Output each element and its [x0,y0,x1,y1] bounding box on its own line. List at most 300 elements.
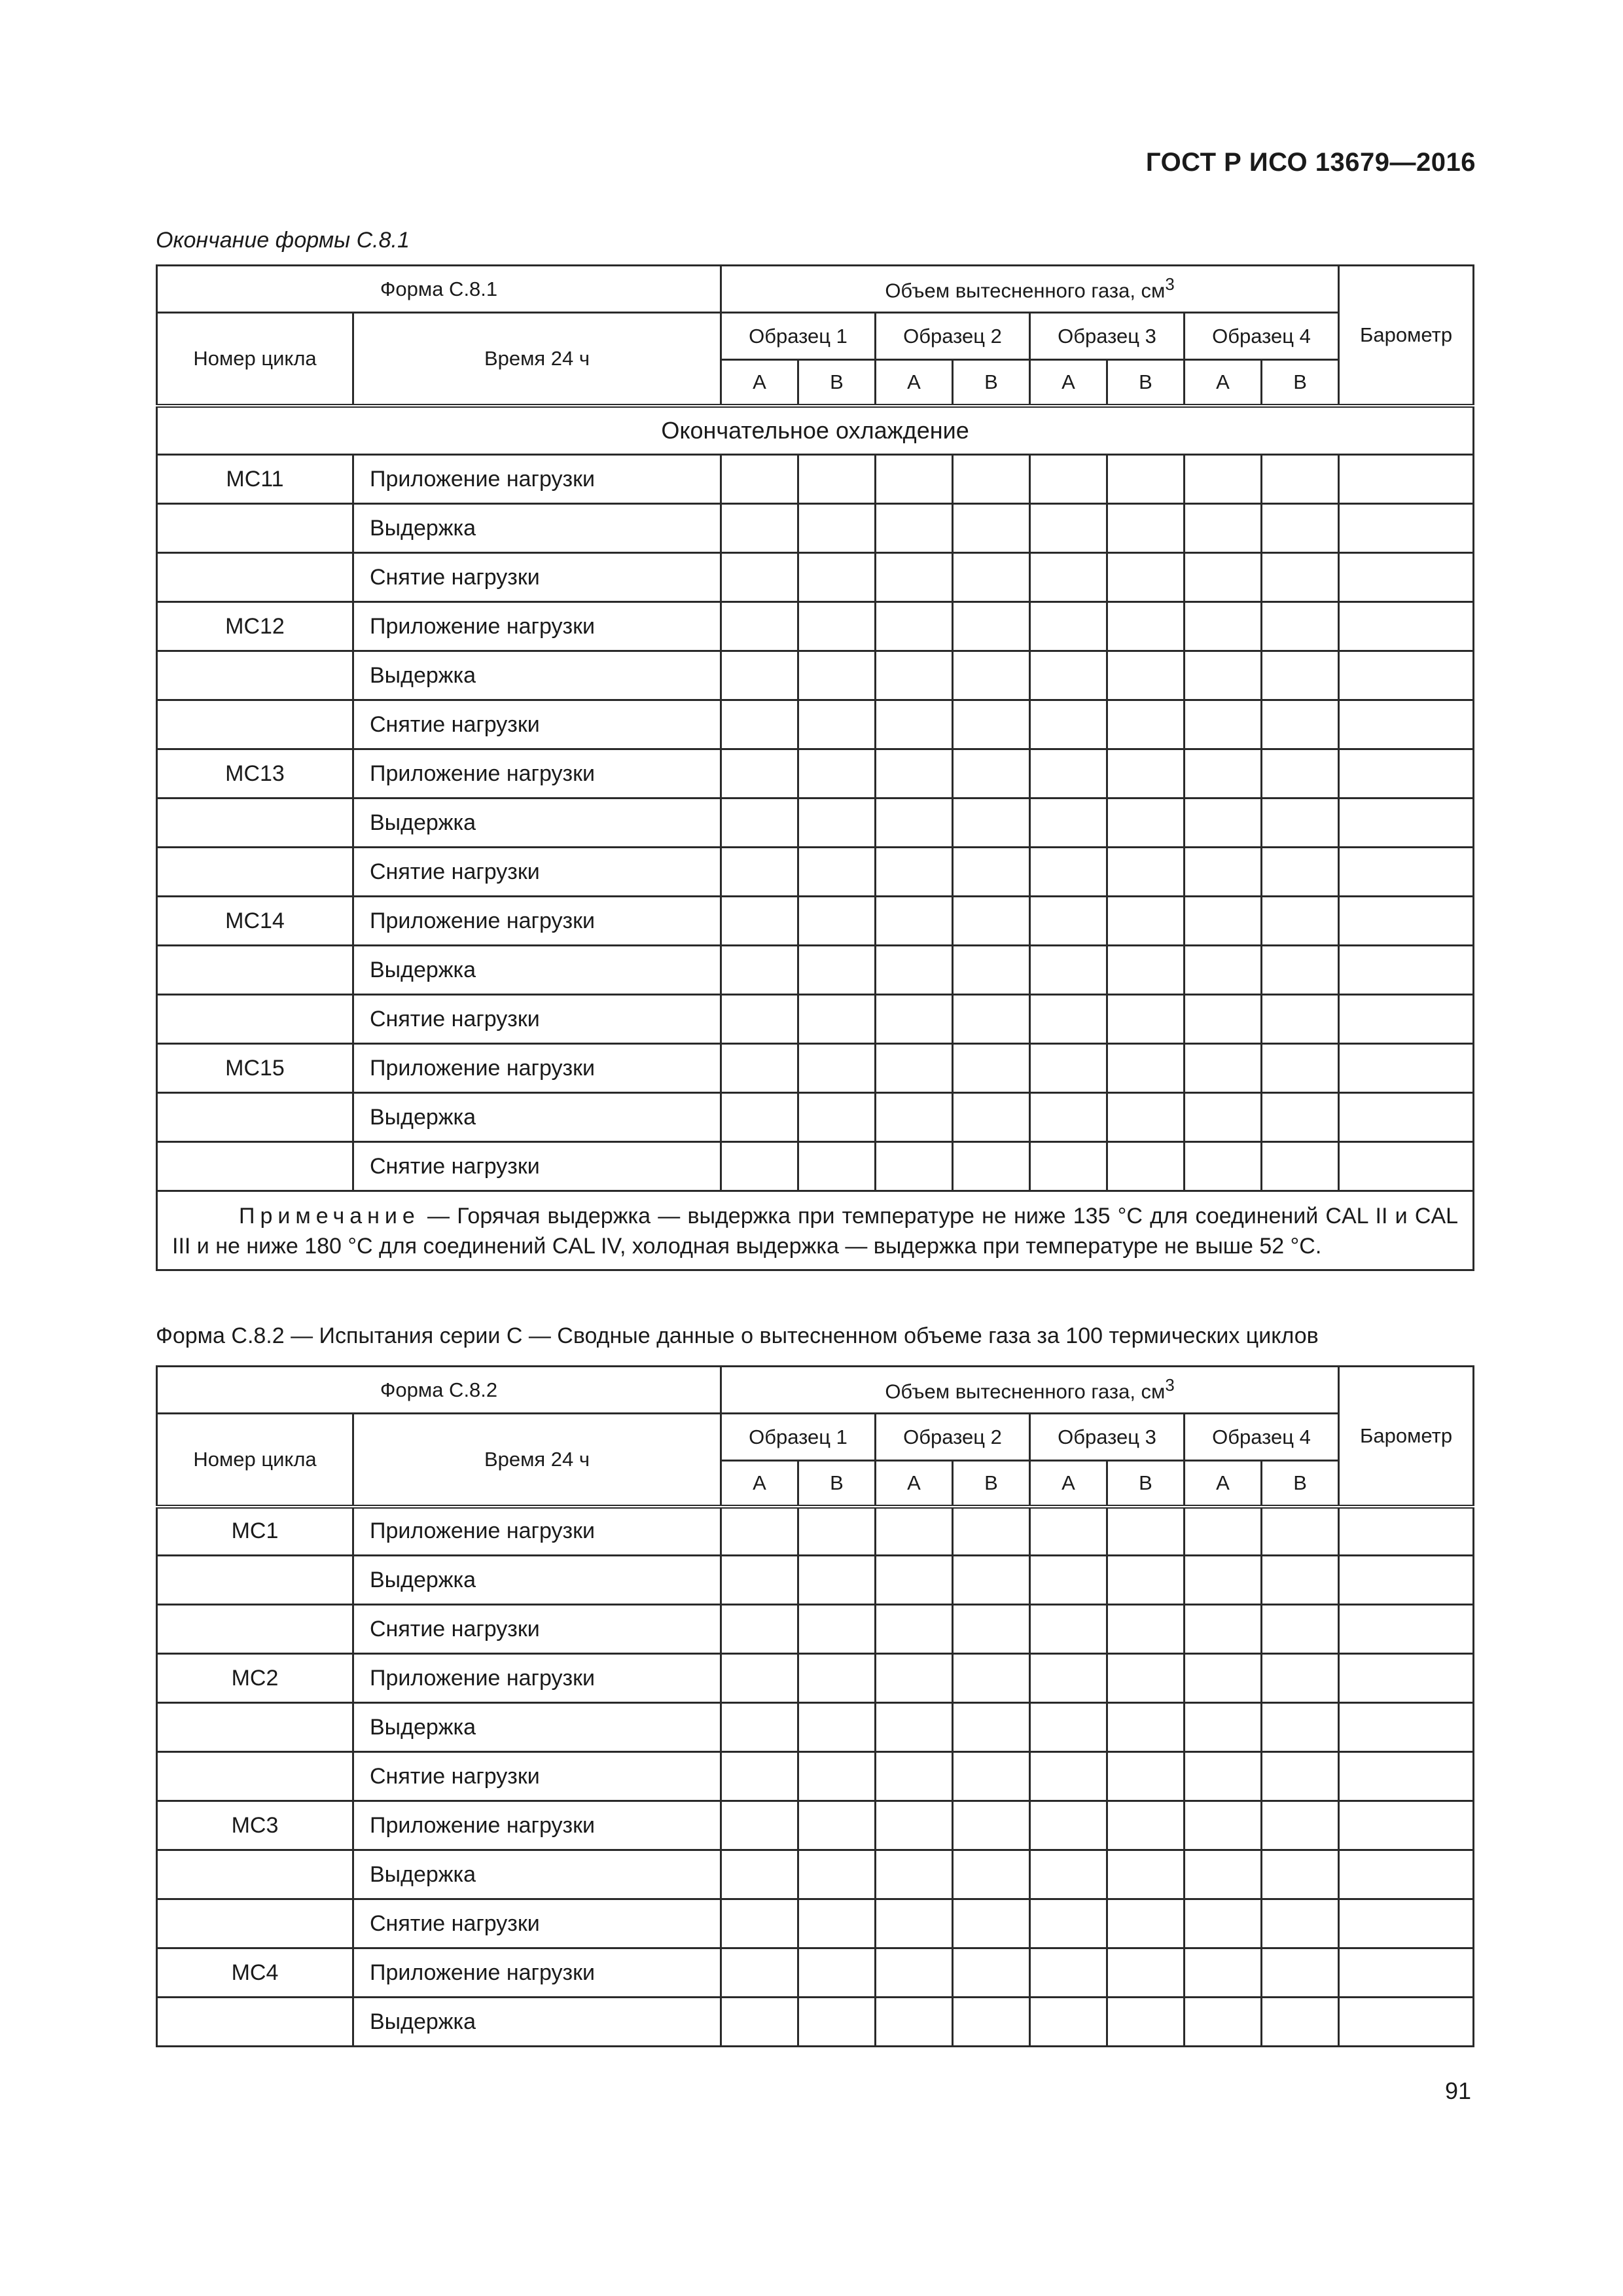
volume-cell [953,1142,1030,1191]
table-row [157,1899,1474,1948]
volume-cell [1185,798,1262,848]
volume-cell [721,1801,798,1850]
volume-cell [1185,897,1262,946]
volume-cell [798,553,876,602]
volume-cell [1107,1850,1185,1899]
volume-cell [721,504,798,553]
volume-cell [1185,1507,1262,1556]
volume-cell [1185,1605,1262,1654]
volume-cell [1030,897,1107,946]
table-row [157,1654,1474,1703]
volume-cell [876,1605,953,1654]
sample-4-header: Образец 4 [1185,313,1339,360]
sub-b-header: В [1107,360,1185,406]
table2-body [157,1367,1474,2047]
volume-cell [1107,700,1185,749]
volume-header [721,266,1339,313]
volume-cell [1107,1142,1185,1191]
volume-cell [798,1752,876,1801]
volume-cell [876,553,953,602]
barometer-cell [1339,553,1474,602]
barometer-cell [1339,1801,1474,1850]
table-row [157,749,1474,798]
volume-cell [876,1899,953,1948]
volume-cell [798,602,876,651]
volume-cell [1107,995,1185,1044]
table-row [157,946,1474,995]
volume-cell [876,897,953,946]
volume-cell [876,848,953,897]
table-row [157,1605,1474,1654]
volume-cell [876,1998,953,2047]
volume-cell [953,1654,1030,1703]
volume-cell [876,1752,953,1801]
stage-cell: Приложение нагрузки [353,1654,721,1703]
form-label: Форма С.8.2 [157,1367,721,1414]
sample-1-header: Образец 1 [721,313,876,360]
volume-cell [1262,1948,1339,1998]
table-row [157,848,1474,897]
volume-cell [1262,1556,1339,1605]
barometer-cell [1339,848,1474,897]
time-header: Время 24 ч [353,313,721,406]
volume-cell [798,749,876,798]
volume-cell [1107,1654,1185,1703]
volume-cell [876,455,953,504]
barometer-cell [1339,700,1474,749]
cycle-number-cell [157,798,353,848]
stage-cell: Выдержка [353,1850,721,1899]
volume-cell [1030,602,1107,651]
barometer-cell [1339,1507,1474,1556]
volume-cell [721,1507,798,1556]
volume-cell [953,848,1030,897]
table-row [157,1948,1474,1998]
volume-cell [1107,1556,1185,1605]
volume-cell [1185,995,1262,1044]
sub-a-header: А [1030,360,1107,406]
barometer-cell [1339,1948,1474,1998]
volume-cell [1107,602,1185,651]
sub-b-header: В [1262,1461,1339,1507]
cycle-number-cell: МС11 [157,455,353,504]
volume-cell [1030,1998,1107,2047]
volume-cell [721,798,798,848]
stage-cell: Выдержка [353,1093,721,1142]
volume-cell [1185,602,1262,651]
cycle-number-cell: МС2 [157,1654,353,1703]
volume-cell [1030,1507,1107,1556]
volume-cell [1030,1044,1107,1093]
volume-cell [1107,946,1185,995]
sample-4-header: Образец 4 [1185,1414,1339,1461]
volume-cell [953,1507,1030,1556]
barometer-cell [1339,798,1474,848]
volume-cell [953,1703,1030,1752]
volume-cell [1107,1605,1185,1654]
table-row [157,602,1474,651]
volume-cell [1107,749,1185,798]
table-row [157,1752,1474,1801]
volume-cell [1107,1093,1185,1142]
volume-cell [876,1142,953,1191]
volume-cell [798,1142,876,1191]
volume-cell [1030,1752,1107,1801]
volume-cell [721,1556,798,1605]
volume-cell [1107,1044,1185,1093]
volume-cell [798,700,876,749]
barometer-cell [1339,602,1474,651]
cycle-number-cell: МС14 [157,897,353,946]
volume-cell [876,1507,953,1556]
cycle-number-cell: МС13 [157,749,353,798]
volume-cell [953,1801,1030,1850]
volume-cell [721,1703,798,1752]
stage-cell: Приложение нагрузки [353,897,721,946]
volume-cell [1262,848,1339,897]
barometer-cell [1339,1605,1474,1654]
note-text: — Горячая выдержка — выдержка при температуре не ниже 135 °С для соединений CAL II и CAL III и не ниже 180 °С для соединений CAL IV, холодная выдержка — выдержка при температуре не выше 52 °С. [172,1204,1459,1259]
sub-a-header: А [876,360,953,406]
volume-cell [1262,1093,1339,1142]
volume-cell [1262,1605,1339,1654]
table-row [157,1998,1474,2047]
volume-unit-sup: 3 [1165,275,1175,294]
volume-cell [1262,1752,1339,1801]
cycle-number-cell: МС3 [157,1801,353,1850]
table-row [157,1044,1474,1093]
volume-label: Объем вытесненного газа, см [885,1380,1166,1403]
volume-cell [953,1850,1030,1899]
volume-unit-sup: 3 [1165,1376,1175,1395]
table-row [157,504,1474,553]
volume-cell [1107,1899,1185,1948]
volume-cell [876,749,953,798]
table-row [157,455,1474,504]
cycle-number-cell [157,651,353,700]
volume-cell [1030,1093,1107,1142]
volume-cell [798,651,876,700]
volume-cell [953,553,1030,602]
volume-cell [798,848,876,897]
table-row [157,1556,1474,1605]
volume-cell [1030,798,1107,848]
barometer-cell [1339,455,1474,504]
volume-cell [721,1948,798,1998]
table-row [157,1142,1474,1191]
cycle-number-cell [157,504,353,553]
volume-cell [721,1752,798,1801]
stage-cell: Выдержка [353,946,721,995]
sub-a-header: А [721,1461,798,1507]
stage-cell: Выдержка [353,1703,721,1752]
barometer-cell [1339,1998,1474,2047]
sub-b-header: В [953,360,1030,406]
volume-cell [1107,1948,1185,1998]
barometer-cell [1339,1044,1474,1093]
volume-cell [876,798,953,848]
volume-cell [798,1093,876,1142]
volume-cell [953,946,1030,995]
volume-cell [953,455,1030,504]
volume-cell [798,946,876,995]
barometer-cell [1339,1703,1474,1752]
table-row [157,897,1474,946]
volume-cell [798,1801,876,1850]
cycle-number-cell: МС1 [157,1507,353,1556]
volume-cell [721,946,798,995]
table1-caption: Окончание формы С.8.1 [156,228,410,253]
volume-cell [1185,651,1262,700]
volume-cell [876,1044,953,1093]
table-row [157,651,1474,700]
cycle-number-cell [157,1556,353,1605]
page-number: 91 [1444,2077,1471,2104]
stage-cell: Приложение нагрузки [353,1507,721,1556]
volume-cell [953,897,1030,946]
stage-cell: Приложение нагрузки [353,602,721,651]
note-cell [157,1191,1474,1270]
form-c81-table [156,264,1474,1271]
volume-cell [1030,700,1107,749]
volume-cell [721,1093,798,1142]
cycle-number-header: Номер цикла [157,313,353,406]
volume-cell [798,1044,876,1093]
volume-cell [953,1998,1030,2047]
volume-cell [1107,1703,1185,1752]
volume-cell [721,602,798,651]
volume-cell [1185,1752,1262,1801]
volume-cell [1185,848,1262,897]
barometer-cell [1339,504,1474,553]
volume-cell [721,1850,798,1899]
volume-cell [1107,1507,1185,1556]
volume-cell [953,1556,1030,1605]
volume-cell [1107,848,1185,897]
cycle-number-cell [157,1142,353,1191]
table-row [157,1093,1474,1142]
volume-cell [798,1899,876,1948]
barometer-cell [1339,1850,1474,1899]
volume-cell [721,897,798,946]
volume-cell [721,651,798,700]
volume-cell [798,1948,876,1998]
volume-cell [1185,700,1262,749]
volume-cell [1262,504,1339,553]
volume-cell [1262,1899,1339,1948]
volume-cell [1185,1703,1262,1752]
cycle-number-cell [157,848,353,897]
volume-cell [953,1605,1030,1654]
volume-cell [721,848,798,897]
volume-cell [1030,1850,1107,1899]
volume-cell [721,1998,798,2047]
volume-cell [1030,848,1107,897]
volume-cell [1262,995,1339,1044]
volume-cell [1030,1556,1107,1605]
volume-cell [798,455,876,504]
volume-cell [1030,1801,1107,1850]
cycle-number-cell: МС12 [157,602,353,651]
cycle-number-cell [157,1752,353,1801]
stage-cell: Выдержка [353,651,721,700]
volume-cell [1262,553,1339,602]
volume-cell [876,1654,953,1703]
barometer-cell [1339,946,1474,995]
volume-cell [953,749,1030,798]
cycle-number-cell [157,1703,353,1752]
volume-cell [798,1507,876,1556]
volume-cell [1030,553,1107,602]
volume-cell [1030,1142,1107,1191]
volume-cell [1185,749,1262,798]
cycle-number-cell [157,1899,353,1948]
volume-cell [1030,1899,1107,1948]
volume-cell [721,1899,798,1948]
cycle-number-cell: МС4 [157,1948,353,1998]
volume-cell [1107,651,1185,700]
volume-cell [1185,1093,1262,1142]
sub-b-header: В [798,360,876,406]
volume-cell [1107,455,1185,504]
stage-cell: Снятие нагрузки [353,1752,721,1801]
barometer-header: Барометр [1339,1367,1474,1507]
sub-b-header: В [1107,1461,1185,1507]
volume-cell [1185,1654,1262,1703]
barometer-cell [1339,1899,1474,1948]
cycle-number-header: Номер цикла [157,1414,353,1507]
volume-cell [1185,1556,1262,1605]
table-row [157,1801,1474,1850]
volume-cell [1262,897,1339,946]
barometer-cell [1339,995,1474,1044]
sample-2-header: Образец 2 [876,1414,1030,1461]
form-c82-table [156,1365,1474,2047]
volume-cell [953,504,1030,553]
sub-a-header: А [1185,1461,1262,1507]
sub-b-header: В [1262,360,1339,406]
volume-cell [721,995,798,1044]
volume-cell [876,1703,953,1752]
volume-cell [876,995,953,1044]
stage-cell: Приложение нагрузки [353,1801,721,1850]
cycle-number-cell [157,553,353,602]
sample-3-header: Образец 3 [1030,313,1185,360]
volume-cell [798,798,876,848]
volume-cell [721,1044,798,1093]
volume-cell [876,1850,953,1899]
volume-cell [876,1556,953,1605]
table-row [157,1850,1474,1899]
stage-cell: Выдержка [353,504,721,553]
table2-caption: Форма С.8.2 — Испытания серии С — Сводные данные о вытесненном объеме газа за 100 термических циклов [156,1323,1319,1348]
volume-cell [798,1556,876,1605]
stage-cell: Приложение нагрузки [353,455,721,504]
volume-cell [798,1998,876,2047]
volume-cell [953,995,1030,1044]
volume-cell [721,1142,798,1191]
cycle-number-cell [157,700,353,749]
volume-cell [953,1093,1030,1142]
volume-label: Объем вытесненного газа, см [885,279,1166,302]
volume-cell [1185,1850,1262,1899]
volume-cell [953,798,1030,848]
volume-header [721,1367,1339,1414]
sub-a-header: А [721,360,798,406]
volume-cell [1185,504,1262,553]
stage-cell: Приложение нагрузки [353,1044,721,1093]
volume-cell [1107,798,1185,848]
stage-cell: Выдержка [353,1556,721,1605]
volume-cell [953,1752,1030,1801]
note-label: Примечание [239,1204,420,1229]
volume-cell [1262,1801,1339,1850]
barometer-cell [1339,749,1474,798]
volume-cell [876,700,953,749]
note-row [157,1191,1474,1270]
volume-cell [953,1044,1030,1093]
volume-cell [798,897,876,946]
barometer-cell [1339,1752,1474,1801]
volume-cell [1262,946,1339,995]
volume-cell [1030,995,1107,1044]
sample-2-header: Образец 2 [876,313,1030,360]
barometer-cell [1339,1654,1474,1703]
cycle-number-cell [157,1605,353,1654]
barometer-cell [1339,1556,1474,1605]
volume-cell [876,1948,953,1998]
stage-cell: Выдержка [353,1998,721,2047]
form-label: Форма С.8.1 [157,266,721,313]
volume-cell [1030,1703,1107,1752]
volume-cell [1107,553,1185,602]
volume-cell [1262,1044,1339,1093]
stage-cell: Приложение нагрузки [353,1948,721,1998]
volume-cell [1262,1998,1339,2047]
stage-cell: Снятие нагрузки [353,1142,721,1191]
volume-cell [721,553,798,602]
table-row [157,995,1474,1044]
volume-cell [798,1703,876,1752]
volume-cell [1185,553,1262,602]
volume-cell [1185,1044,1262,1093]
volume-cell [876,602,953,651]
volume-cell [1262,1142,1339,1191]
sub-a-header: А [1185,360,1262,406]
section-final-cooling: Окончательное охлаждение [157,406,1474,455]
volume-cell [1262,700,1339,749]
stage-cell: Снятие нагрузки [353,700,721,749]
cycle-number-cell [157,995,353,1044]
volume-cell [1030,1605,1107,1654]
sub-b-header: В [798,1461,876,1507]
volume-cell [1262,798,1339,848]
volume-cell [1107,1998,1185,2047]
volume-cell [953,700,1030,749]
cycle-number-cell: МС15 [157,1044,353,1093]
volume-cell [1107,504,1185,553]
volume-cell [1185,946,1262,995]
volume-cell [1262,749,1339,798]
stage-cell: Снятие нагрузки [353,995,721,1044]
volume-cell [953,1899,1030,1948]
volume-cell [1185,1899,1262,1948]
volume-cell [1185,1801,1262,1850]
stage-cell: Снятие нагрузки [353,1899,721,1948]
table-row [157,1703,1474,1752]
volume-cell [1185,455,1262,504]
volume-cell [1030,946,1107,995]
